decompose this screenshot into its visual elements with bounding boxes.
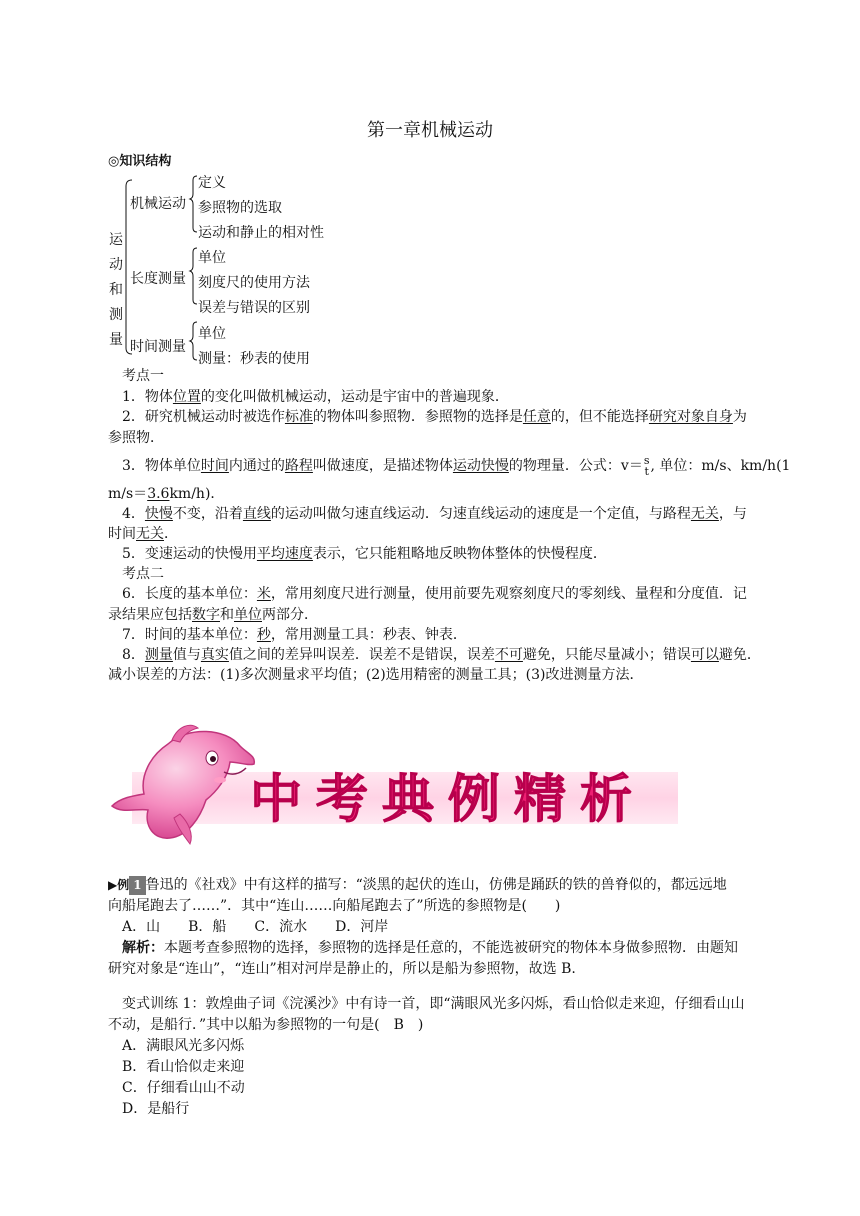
point-4: 4．快慢不变，沿着直线的运动叫做匀速直线运动．匀速直线运动的速度是一个定值，与路程无关，与: [122, 506, 747, 522]
tree-item: 运动和静止的相对性: [198, 225, 324, 241]
point-8: 8．测量值与真实值之间的差异叫误差．误差不是错误，误差不可避免，只能尽量减小；错误可以避免．: [122, 647, 761, 663]
point-3-cont: m/s＝3.6km/h)．: [108, 486, 225, 502]
dolphin-icon: [108, 718, 258, 848]
tree-group-label: 机械运动: [130, 196, 186, 212]
example-1-cont: 向船尾跑去了……”．其中“连山……向船尾跑去了”所选的参照物是( ): [108, 898, 561, 914]
point-5: 5．变速运动的快慢用平均速度表示，它只能粗略地反映物体整体的快慢程度．: [122, 546, 607, 562]
variant-option-b: B．看山恰似走来迎: [122, 1059, 245, 1075]
example-number: 1: [129, 876, 145, 895]
section-heading: ◎知识结构: [108, 154, 172, 169]
tree-item: 参照物的选取: [198, 200, 282, 216]
point-8-cont: 减小误差的方法：(1)多次测量求平均值；(2)选用精密的测量工具；(3)改进测量方法．: [108, 667, 644, 683]
kp1-heading: 考点一: [122, 368, 164, 384]
point-4-cont: 时间无关．: [108, 526, 178, 542]
tree-root-char: 运: [109, 232, 123, 248]
tree-root-char: 量: [109, 332, 123, 348]
point-6-cont: 录结果应包括数字和单位两部分．: [108, 607, 318, 623]
page-title: 第一章机械运动: [367, 120, 493, 141]
tree-root-char: 测: [109, 307, 123, 323]
tree-root-char: 动: [109, 257, 123, 273]
tree-item: 单位: [198, 326, 226, 342]
point-6: 6．长度的基本单位：米，常用刻度尺进行测量，使用前要先观察刻度尺的零刻线、量程和分度值．记: [122, 586, 747, 602]
example-1: ▶例 1 鲁迅的《社戏》中有这样的描写：“淡黑的起伏的连山，仿佛是踊跃的铁的兽脊似的，都远远地: [108, 877, 727, 893]
tree-item: 单位: [198, 250, 226, 266]
point-7: 7．时间的基本单位：秒，常用测量工具：秒表、钟表．: [122, 627, 467, 643]
kp2-heading: 考点二: [122, 566, 164, 582]
tree-item: 刻度尺的使用方法: [198, 275, 310, 291]
variant-1-cont: 不动，是船行．”其中以船为参照物的一句是( B ): [108, 1017, 424, 1033]
point-1: 1．物体位置的变化叫做机械运动，运动是宇宙中的普遍现象．: [122, 389, 509, 405]
banner-title: 中考典例精析: [250, 770, 647, 830]
tree-item: 定义: [198, 175, 226, 191]
tree-item: 测量：秒表的使用: [198, 351, 310, 367]
example-1-analysis: 解析：本题考查参照物的选择，参照物的选择是任意的，不能选被研究的物体本身做参照物．由题知: [122, 940, 738, 956]
example-tag: ▶例: [108, 878, 130, 892]
variant-option-c: C．仔细看山山不动: [122, 1080, 245, 1096]
point-2: 2．研究机械运动时被选作标准的物体叫参照物．参照物的选择是任意的，但不能选择研究对象自身为: [122, 409, 747, 425]
speed-formula-fraction: s t: [643, 454, 650, 478]
variant-1: 变式训练 1：敦煌曲子词《浣溪沙》中有诗一首，即“满眼风光多闪烁，看山恰似走来迎，仔细看山山: [122, 996, 745, 1012]
example-1-analysis-cont: 研究对象是“连山”，“连山”相对河岸是静止的，所以是船为参照物，故选 B.: [108, 961, 576, 977]
tree-group-label: 时间测量: [130, 339, 186, 355]
point-2-cont: 参照物．: [108, 430, 164, 446]
tree-item: 误差与错误的区别: [198, 300, 310, 316]
example-1-options: A．山 B．船 C．流水 D．河岸: [122, 919, 389, 935]
tree-root-char: 和: [109, 282, 123, 298]
variant-option-d: D．是船行: [122, 1101, 190, 1117]
tree-group-label: 长度测量: [130, 271, 186, 287]
point-3: 3．物体单位时间内通过的路程叫做速度，是描述物体运动快慢的物理量．公式：v＝ s t , 单位：m/s、km/h(1: [122, 454, 791, 478]
variant-option-a: A．满眼风光多闪烁: [122, 1038, 245, 1054]
